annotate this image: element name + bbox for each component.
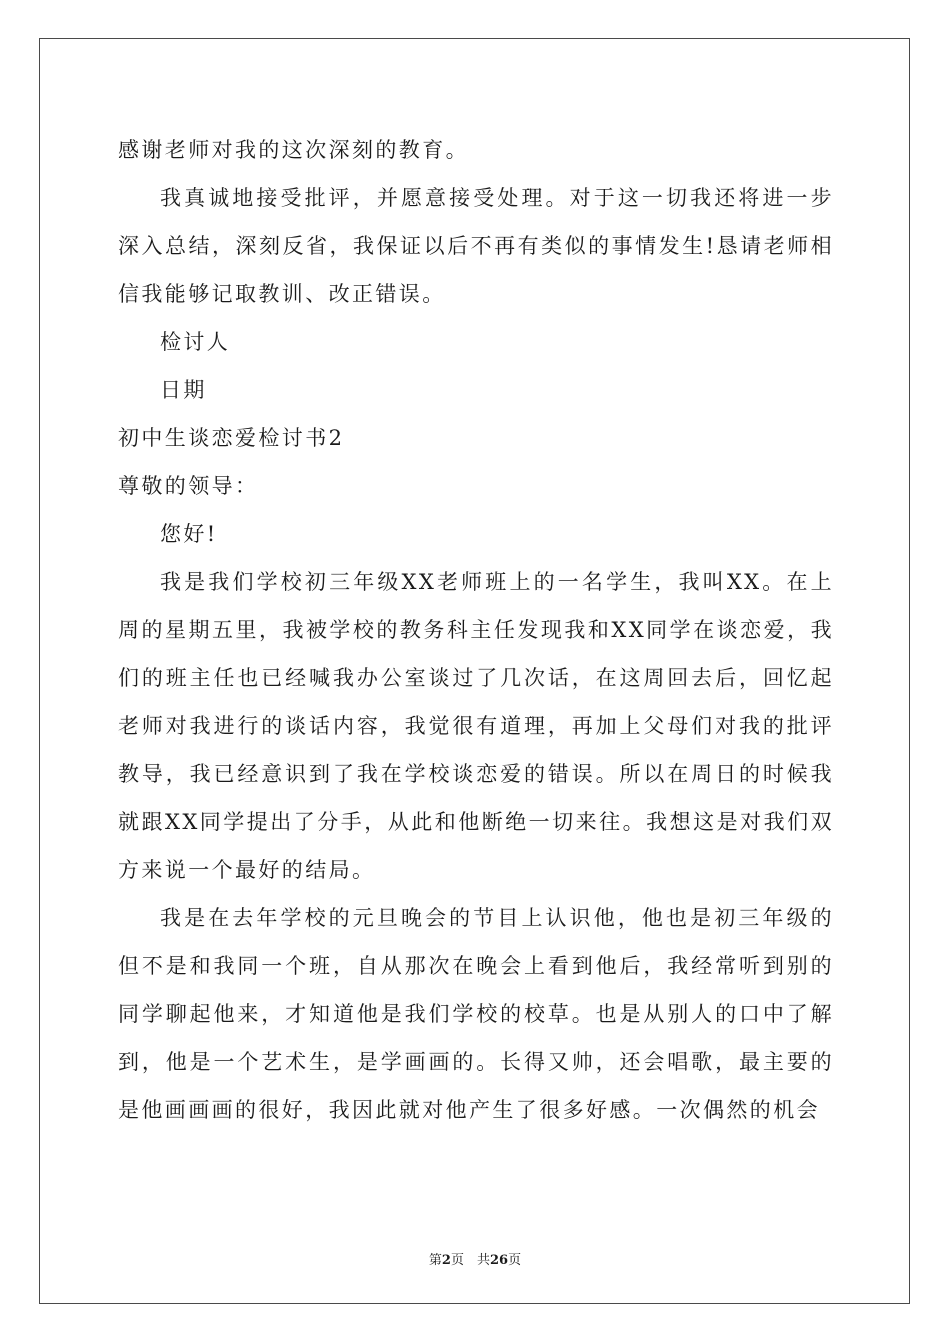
paragraph-introduction: 我是我们学校初三年级XX老师班上的一名学生，我叫XX。在上周的星期五里，我被学校的教务科主任发现我和XX同学在谈恋爱，我们的班主任也已经喊我办公室谈过了几次话，在这周回去后，回忆起老师对我进行的谈话内容，我觉很有道理，再加上父母们对我的批评教导，我已经意识到了我在学校谈恋爱的错误。所以在周日的时候我就跟XX同学提出了分手，从此和他断绝一切来往。我想这是对我们双方来说一个最好的结局。 bbox=[118, 570, 834, 882]
page-prefix: 第 bbox=[428, 1253, 442, 1268]
paragraph-closing: 感谢老师对我的这次深刻的教育。 bbox=[118, 138, 469, 162]
page-current-number: 2 bbox=[441, 1253, 451, 1268]
page-footer bbox=[0, 1249, 950, 1268]
greeting: 您好! bbox=[160, 522, 218, 546]
section-title: 初中生谈恋爱检讨书2 bbox=[118, 426, 345, 450]
paragraph-background: 我是在去年学校的元旦晚会的节目上认识他，他也是初三年级的但不是和我同一个班，自从那次在晚会上看到他后，我经常听到别的同学聊起他来，才知道他是我们学校的校草。也是从别人的口中了解到，他是一个艺术生，是学画画的。长得又帅，还会唱歌，最主要的是他画画画的很好，我因此就对他产生了很多好感。一次偶然的机会 bbox=[118, 906, 834, 1122]
salutation: 尊敬的领导： bbox=[118, 474, 259, 498]
page-middle: 页 共 bbox=[450, 1253, 490, 1268]
date-label: 日期 bbox=[160, 378, 207, 402]
document-body bbox=[118, 126, 834, 1134]
paragraph-acceptance: 我真诚地接受批评，并愿意接受处理。对于这一切我还将进一步深入总结，深刻反省，我保证以后不再有类似的事情发生!恳请老师相信我能够记取教训、改正错误。 bbox=[118, 186, 834, 306]
signature-label: 检讨人 bbox=[160, 330, 231, 354]
page-suffix: 页 bbox=[508, 1253, 522, 1268]
page-total-number: 26 bbox=[489, 1253, 509, 1268]
